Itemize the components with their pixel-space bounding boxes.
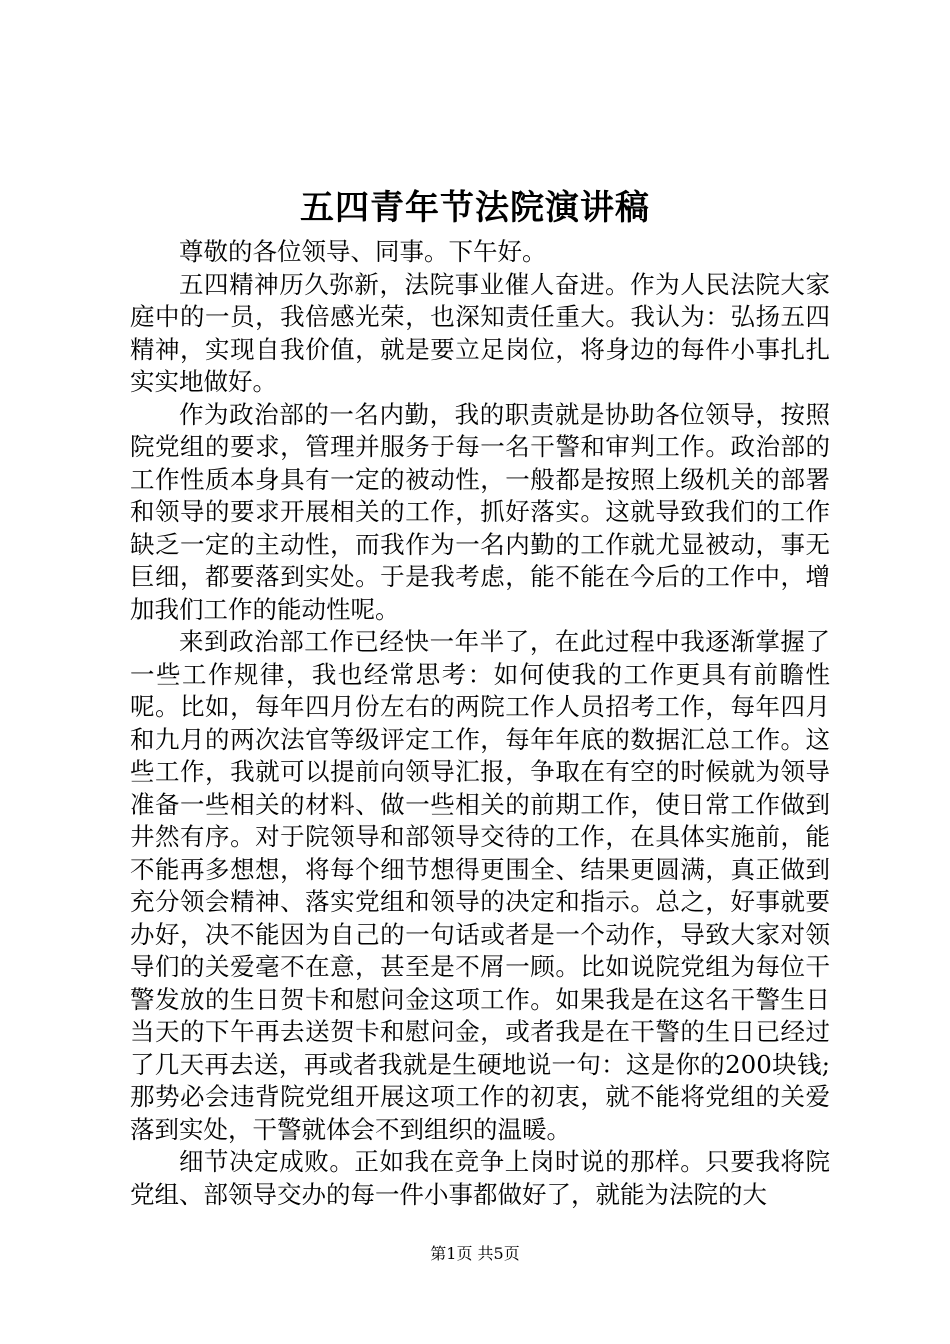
document-body xyxy=(130,236,830,1211)
paragraph-role: 作为政治部的一名内勤，我的职责就是协助各位领导，按照院党组的要求，管理并服务于每一名干警和审判工作。政治部的工作性质本身具有一定的被动性，一般都是按照上级机关的部署和领导的要求开展相关的工作，抓好落实。这就导致我们的工作缺乏一定的主动性，而我作为一名内勤的工作就尤显被动，事无巨细，都要落到实处。于是我考虑，能不能在今后的工作中，增加我们工作的能动性呢。 xyxy=(130,399,830,624)
document-title: 五四青年节法院演讲稿 xyxy=(300,188,650,228)
paragraph-intro: 五四精神历久弥新，法院事业催人奋进。作为人民法院大家庭中的一员，我倍感光荣，也深知责任重大。我认为：弘扬五四精神，实现自我价值，就是要立足岗位，将身边的每件小事扎扎实实地做好。 xyxy=(130,269,830,396)
paragraph-details: 细节决定成败。正如我在竞争上岗时说的那样。只要我将院党组、部领导交办的每一件小事都做好了，就能为法院的大 xyxy=(130,1147,830,1209)
paragraph-greeting: 尊敬的各位领导、同事。下午好。 xyxy=(179,237,547,266)
page-footer: 第1页 共5页 xyxy=(430,1244,520,1263)
paragraph-experience: 来到政治部工作已经快一年半了，在此过程中我逐渐掌握了一些工作规律，我也经常思考：如何使我的工作更具有前瞻性呢。比如，每年四月份左右的两院工作人员招考工作，每年四月和九月的两次法官等级评定工作，每年年底的数据汇总工作。这些工作，我就可以提前向领导汇报，争取在有空的时候就为领导准备一些相关的材料、做一些相关的前期工作，使日常工作做到井然有序。对于院领导和部领导交待的工作，在具体实施前，能不能再多想想，将每个细节想得更围全、结果更圆满，真正做到充分领会精神、落实党组和领导的决定和指示。总之，好事就要办好，决不能因为自己的一句话或者是一个动作，导致大家对领导们的关爱毫不在意，甚至是不屑一顾。比如说院党组为每位干警发放的生日贺卡和慰问金这项工作。如果我是在这名干警生日当天的下午再去送贺卡和慰问金，或者我是在干警的生日已经过了几天再去送，再或者我就是生硬地说一句：这是你的200块钱;那势必会违背院党组开展这项工作的初衷，就不能将党组的关爱落到实处，干警就体会不到组织的温暖。 xyxy=(130,627,830,1144)
